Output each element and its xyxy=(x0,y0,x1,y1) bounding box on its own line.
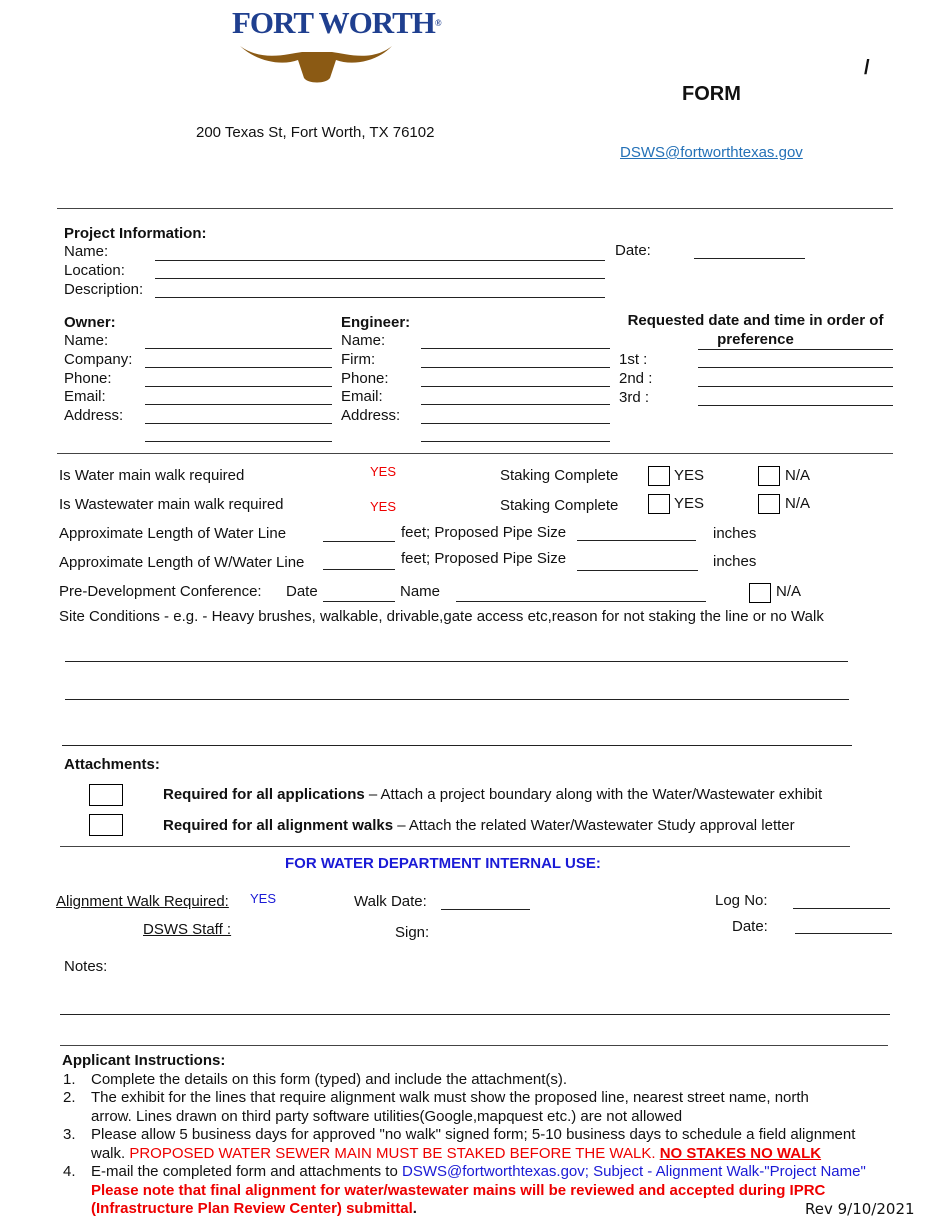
notes-line[interactable] xyxy=(60,1014,890,1015)
instruction-4-number: 4. xyxy=(63,1163,76,1180)
predev-name-field[interactable] xyxy=(456,601,706,602)
project-description-field[interactable] xyxy=(155,297,605,298)
instruction-3-line-2: walk. PROPOSED WATER SEWER MAIN MUST BE STAKED BEFORE THE WALK. NO STAKES NO WALK xyxy=(91,1145,822,1162)
owner-email-field[interactable] xyxy=(145,404,332,405)
walk-date-label: Walk Date: xyxy=(354,893,427,910)
project-date-label: Date: xyxy=(615,242,651,259)
site-conditions-line-3[interactable] xyxy=(62,745,852,746)
requested-heading: Requested date and time in order of preference xyxy=(627,312,884,348)
wastewater-staking-label: Staking Complete xyxy=(500,497,619,514)
instruction-4-line-2: Please note that final alignment for water/wastewater mains will be reviewed and accepted during IPRC xyxy=(91,1182,826,1199)
sign-label: Sign: xyxy=(395,924,430,941)
predev-na-label: N/A xyxy=(776,583,802,600)
alignment-walk-value: YES xyxy=(250,891,277,906)
site-conditions-line-1[interactable] xyxy=(65,661,848,662)
attachment-boundary-text: Required for all applications – Attach a project boundary along with the Water/Wastewater exhibit xyxy=(163,786,823,803)
site-conditions-line-2[interactable] xyxy=(65,699,849,700)
project-name-field[interactable] xyxy=(155,260,605,261)
water-walk-answer: YES xyxy=(370,464,397,479)
log-no-label: Log No: xyxy=(715,892,768,909)
logo-text: FORT WORTH® xyxy=(232,5,441,40)
wastewater-staking-yes-checkbox[interactable] xyxy=(648,494,670,514)
first-preference-field[interactable] xyxy=(698,367,893,368)
engineer-address-label: Address: xyxy=(341,407,401,424)
revision-date: Rev 9/10/2021 xyxy=(805,1200,915,1218)
project-description-label: Description: xyxy=(64,281,144,298)
wwater-pipe-size-label: feet; Proposed Pipe Size xyxy=(401,550,567,567)
site-conditions-label: Site Conditions - e.g. - Heavy brushes, walkable, drivable,gate access etc,reason for not staking the line or no Walk xyxy=(59,608,824,625)
wastewater-walk-question: Is Wastewater main walk required xyxy=(59,496,284,513)
second-preference-label: 2nd : xyxy=(619,370,653,387)
first-preference-label: 1st : xyxy=(619,351,648,368)
longhorn-icon xyxy=(232,40,402,84)
engineer-name-field[interactable] xyxy=(421,348,610,349)
owner-phone-field[interactable] xyxy=(145,386,332,387)
engineer-phone-field[interactable] xyxy=(421,386,610,387)
water-pipe-size-field[interactable] xyxy=(577,540,696,541)
owner-company-field[interactable] xyxy=(145,367,332,368)
instruction-2-line-1: The exhibit for the lines that require alignment walk must show the proposed line, nearest street name, north xyxy=(91,1089,809,1106)
predev-conference-label: Pre-Development Conference: xyxy=(59,583,262,600)
attachments-heading: Attachments: xyxy=(64,756,160,773)
water-staking-na-checkbox[interactable] xyxy=(758,466,780,486)
owner-email-label: Email: xyxy=(64,388,106,405)
attachment-boundary-checkbox[interactable] xyxy=(89,784,123,806)
notes-label: Notes: xyxy=(64,958,108,975)
attachments-divider xyxy=(60,846,850,847)
instruction-1-number: 1. xyxy=(63,1071,76,1088)
wwater-inches-label: inches xyxy=(713,553,757,570)
water-staking-yes-checkbox[interactable] xyxy=(648,466,670,486)
predev-date-label: Date xyxy=(286,583,318,600)
instruction-2-number: 2. xyxy=(63,1089,76,1106)
wwater-pipe-size-field[interactable] xyxy=(577,570,698,571)
instruction-3-number: 3. xyxy=(63,1126,76,1143)
owner-company-label: Company: xyxy=(64,351,133,368)
engineer-email-label: Email: xyxy=(341,388,383,405)
third-preference-label: 3rd : xyxy=(619,389,650,406)
water-length-field[interactable] xyxy=(323,541,395,542)
instruction-2-line-2: arrow. Lines drawn on third party software utilities(Google,mapquest etc.) are not allowed xyxy=(91,1108,683,1125)
water-inches-label: inches xyxy=(713,525,757,542)
engineer-name-label: Name: xyxy=(341,332,386,349)
office-address: 200 Texas St, Fort Worth, TX 76102 xyxy=(196,124,435,141)
water-length-label: Approximate Length of Water Line xyxy=(59,525,287,542)
water-staking-yes-label: YES xyxy=(674,467,705,484)
internal-use-heading: FOR WATER DEPARTMENT INTERNAL USE: xyxy=(285,855,601,872)
wastewater-staking-yes-label: YES xyxy=(674,495,705,512)
third-preference-field[interactable] xyxy=(698,405,893,406)
water-pipe-size-label: feet; Proposed Pipe Size xyxy=(401,524,567,541)
wastewater-staking-na-checkbox[interactable] xyxy=(758,494,780,514)
dsws-staff-label: DSWS Staff : xyxy=(143,921,232,938)
owner-name-label: Name: xyxy=(64,332,109,349)
attachment-study-checkbox[interactable] xyxy=(89,814,123,836)
owner-address-label: Address: xyxy=(64,407,124,424)
log-no-field[interactable] xyxy=(793,908,890,909)
owner-heading: Owner: xyxy=(64,314,116,331)
header-divider xyxy=(57,208,893,209)
owner-address-field-2[interactable] xyxy=(145,441,332,442)
water-walk-question: Is Water main walk required xyxy=(59,467,245,484)
water-staking-na-label: N/A xyxy=(785,467,811,484)
owner-phone-label: Phone: xyxy=(64,370,112,387)
water-staking-label: Staking Complete xyxy=(500,467,619,484)
city-logo xyxy=(232,5,441,84)
owner-address-field[interactable] xyxy=(145,423,332,424)
owner-name-field[interactable] xyxy=(145,348,332,349)
project-date-field[interactable] xyxy=(694,258,805,259)
title-slash: / xyxy=(864,57,870,79)
instruction-4-line-3: (Infrastructure Plan Review Center) submittal. xyxy=(91,1200,417,1217)
alignment-walk-label: Alignment Walk Required: xyxy=(56,893,229,910)
engineer-address-field[interactable] xyxy=(421,423,610,424)
wwater-length-label: Approximate Length of W/Water Line xyxy=(59,554,305,571)
instructions-divider xyxy=(60,1045,888,1046)
requested-heading-underline xyxy=(698,349,893,350)
engineer-email-field[interactable] xyxy=(421,404,610,405)
wastewater-walk-answer: YES xyxy=(370,499,397,514)
predev-name-label: Name xyxy=(400,583,441,600)
internal-date-label: Date: xyxy=(732,918,768,935)
engineer-address-field-2[interactable] xyxy=(421,441,610,442)
contact-email-link[interactable]: DSWS@fortworthtexas.gov xyxy=(620,144,803,161)
instruction-4-line-1: E-mail the completed form and attachments to DSWS@fortworthtexas.gov; Subject - Alignment Walk-"Project Name" xyxy=(91,1163,866,1180)
project-info-heading: Project Information: xyxy=(64,225,207,242)
walk-date-field[interactable] xyxy=(441,909,530,910)
instruction-3-line-1: Please allow 5 business days for approved "no walk" signed form; 5-10 business days to schedule a field alignment xyxy=(91,1126,856,1143)
predev-na-checkbox[interactable] xyxy=(749,583,771,603)
form-title: FORM xyxy=(682,83,741,105)
engineer-phone-label: Phone: xyxy=(341,370,389,387)
predev-date-field[interactable] xyxy=(323,601,395,602)
project-location-label: Location: xyxy=(64,262,125,279)
internal-date-field[interactable] xyxy=(795,933,892,934)
project-location-field[interactable] xyxy=(155,278,605,279)
project-name-label: Name: xyxy=(64,243,109,260)
attachment-study-text: Required for all alignment walks – Attach the related Water/Wastewater Study approval letter xyxy=(163,817,795,834)
engineer-firm-field[interactable] xyxy=(421,367,610,368)
engineer-heading: Engineer: xyxy=(341,314,411,331)
wwater-length-field[interactable] xyxy=(323,569,395,570)
second-preference-field[interactable] xyxy=(698,386,893,387)
engineer-firm-label: Firm: xyxy=(341,351,376,368)
wastewater-staking-na-label: N/A xyxy=(785,495,811,512)
section-divider xyxy=(57,453,893,454)
instruction-1: Complete the details on this form (typed) and include the attachment(s). xyxy=(91,1071,568,1088)
instructions-heading: Applicant Instructions: xyxy=(62,1052,226,1069)
